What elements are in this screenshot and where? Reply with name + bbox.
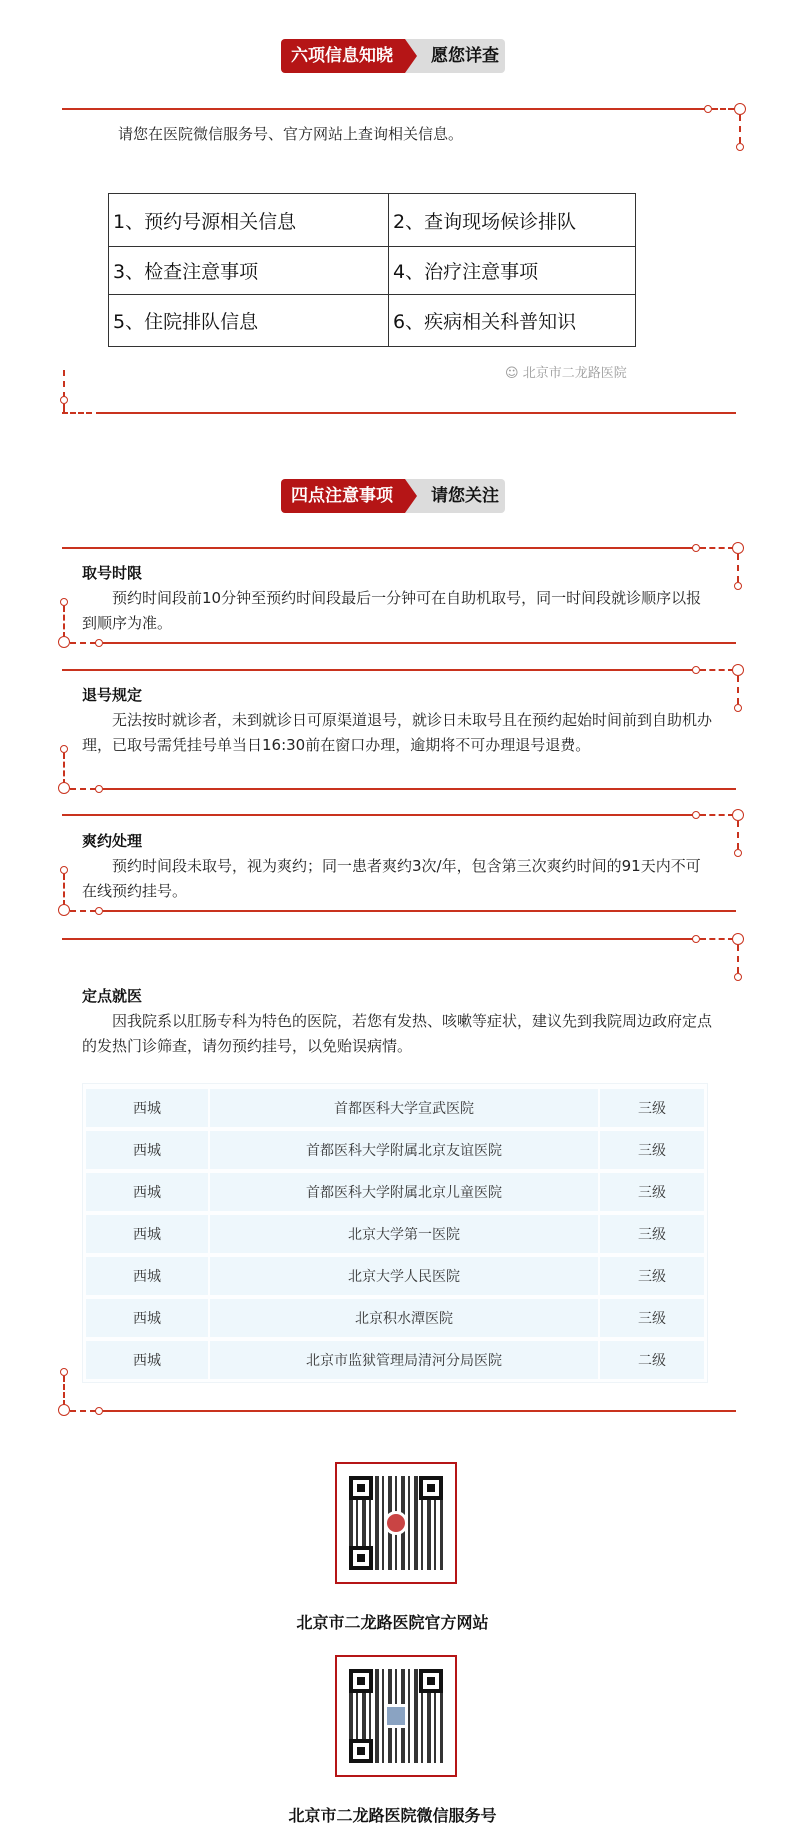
deco-circle bbox=[736, 143, 744, 151]
divider-line bbox=[103, 1410, 736, 1412]
cell-level: 三级 bbox=[600, 1299, 704, 1337]
cell-level: 三级 bbox=[600, 1173, 704, 1211]
section-badge-four-notes bbox=[281, 479, 505, 513]
table-row bbox=[109, 295, 636, 347]
cell-hospital: 首都医科大学宣武医院 bbox=[210, 1089, 598, 1127]
divider-line bbox=[96, 412, 736, 414]
watermark: ☺ 北京市二龙路医院 bbox=[505, 366, 627, 381]
cell-level: 三级 bbox=[600, 1089, 704, 1127]
deco-circle bbox=[692, 666, 700, 674]
divider-line bbox=[62, 108, 706, 110]
deco-circle bbox=[732, 933, 744, 945]
deco-circle bbox=[692, 811, 700, 819]
table-row bbox=[86, 1089, 704, 1127]
table-cell: 3、检查注意事项 bbox=[109, 247, 389, 295]
intro-text: 请您在医院微信服务号、官方网站上查询相关信息。 bbox=[118, 125, 464, 143]
deco-dash bbox=[700, 669, 734, 671]
qr-finder bbox=[349, 1739, 373, 1763]
deco-circle bbox=[58, 1404, 70, 1416]
deco-circle bbox=[734, 582, 742, 590]
deco-dash bbox=[737, 676, 739, 704]
deco-dash bbox=[63, 1376, 65, 1406]
deco-dash bbox=[737, 821, 739, 849]
cell-level: 三级 bbox=[600, 1215, 704, 1253]
table-cell: 2、查询现场候诊排队 bbox=[389, 194, 636, 247]
deco-dash bbox=[70, 910, 96, 912]
deco-dash bbox=[737, 945, 739, 973]
cell-district: 西城 bbox=[86, 1257, 208, 1295]
table-row bbox=[109, 194, 636, 247]
cell-district: 西城 bbox=[86, 1341, 208, 1379]
deco-circle bbox=[58, 904, 70, 916]
badge-sub-label: 请您关注 bbox=[405, 479, 505, 513]
info-table bbox=[108, 193, 636, 347]
deco-circle bbox=[58, 636, 70, 648]
divider-line bbox=[103, 910, 736, 912]
qr-label-wechat: 北京市二龙路医院微信服务号 bbox=[288, 1806, 497, 1825]
table-row bbox=[109, 247, 636, 295]
cell-level: 三级 bbox=[600, 1131, 704, 1169]
cell-level: 二级 bbox=[600, 1341, 704, 1379]
section-badge-six-items bbox=[281, 39, 505, 73]
table-row bbox=[86, 1257, 704, 1295]
divider-line bbox=[62, 547, 694, 549]
deco-circle bbox=[58, 782, 70, 794]
deco-circle bbox=[95, 1407, 103, 1415]
deco-dash bbox=[63, 753, 65, 785]
cell-district: 西城 bbox=[86, 1131, 208, 1169]
table-row bbox=[86, 1341, 704, 1379]
note-title-designated: 定点就医 bbox=[82, 987, 143, 1005]
hospital-logo-icon bbox=[384, 1511, 408, 1535]
cell-district: 西城 bbox=[86, 1299, 208, 1337]
divider-line bbox=[62, 669, 694, 671]
deco-circle bbox=[60, 598, 68, 606]
cell-hospital: 北京积水潭医院 bbox=[210, 1299, 598, 1337]
cell-hospital: 北京大学第一医院 bbox=[210, 1215, 598, 1253]
qr-finder bbox=[349, 1546, 373, 1570]
deco-circle bbox=[95, 907, 103, 915]
table-cell: 5、住院排队信息 bbox=[109, 295, 389, 347]
qr-label-website: 北京市二龙路医院官方网站 bbox=[296, 1613, 489, 1632]
cell-hospital: 首都医科大学附属北京儿童医院 bbox=[210, 1173, 598, 1211]
note-body-refund: 无法按时就诊者，未到就诊日可原渠道退号，就诊日未取号且在预约起始时间前到自助机办理，已取号需凭挂号单当日16:30前在窗口办理，逾期将不可办理退号退费。 bbox=[82, 711, 713, 754]
cell-district: 西城 bbox=[86, 1215, 208, 1253]
cell-district: 西城 bbox=[86, 1173, 208, 1211]
deco-circle bbox=[732, 809, 744, 821]
note-body-designated: 因我院系以肛肠专科为特色的医院，若您有发热、咳嗽等症状，建议先到我院周边政府定点的发热门诊筛查，请勿预约挂号，以免贻误病情。 bbox=[82, 1012, 713, 1055]
badge-main-label: 四点注意事项 bbox=[281, 479, 405, 513]
deco-dash bbox=[70, 788, 96, 790]
deco-circle bbox=[60, 866, 68, 874]
qr-finder bbox=[419, 1476, 443, 1500]
deco-circle bbox=[60, 745, 68, 753]
deco-dash bbox=[700, 938, 734, 940]
deco-dash bbox=[62, 412, 92, 414]
deco-circle bbox=[734, 973, 742, 981]
table-row bbox=[86, 1299, 704, 1337]
deco-dash bbox=[63, 606, 65, 638]
deco-dash bbox=[737, 554, 739, 582]
deco-circle bbox=[95, 785, 103, 793]
deco-dash bbox=[70, 1410, 96, 1412]
qr-finder bbox=[349, 1476, 373, 1500]
table-cell: 6、疾病相关科普知识 bbox=[389, 295, 636, 347]
building-image-icon bbox=[384, 1704, 408, 1728]
deco-dash bbox=[700, 814, 734, 816]
note-title-pickup: 取号时限 bbox=[82, 564, 143, 582]
divider-line bbox=[62, 938, 694, 940]
cell-level: 三级 bbox=[600, 1257, 704, 1295]
divider-line bbox=[103, 642, 736, 644]
deco-circle bbox=[60, 396, 68, 404]
deco-circle bbox=[732, 542, 744, 554]
hospital-table bbox=[84, 1085, 706, 1383]
cell-district: 西城 bbox=[86, 1089, 208, 1127]
qr-code-website[interactable] bbox=[335, 1462, 457, 1584]
table-row bbox=[86, 1215, 704, 1253]
cell-hospital: 北京大学人民医院 bbox=[210, 1257, 598, 1295]
badge-main-label: 六项信息知晓 bbox=[281, 39, 405, 73]
qr-finder bbox=[349, 1669, 373, 1693]
divider-line bbox=[103, 788, 736, 790]
table-cell: 4、治疗注意事项 bbox=[389, 247, 636, 295]
deco-circle bbox=[692, 935, 700, 943]
deco-circle bbox=[734, 103, 746, 115]
badge-sub-label: 愿您详查 bbox=[405, 39, 505, 73]
qr-finder bbox=[419, 1669, 443, 1693]
deco-circle bbox=[704, 105, 712, 113]
deco-circle bbox=[732, 664, 744, 676]
divider-line bbox=[62, 814, 694, 816]
table-row bbox=[86, 1131, 704, 1169]
note-body-no-show: 预约时间段未取号，视为爽约；同一患者爽约3次/年，包含第三次爽约时间的91天内不可在线预约挂号。 bbox=[82, 857, 701, 900]
deco-circle bbox=[734, 849, 742, 857]
deco-dash bbox=[712, 108, 734, 110]
note-title-no-show: 爽约处理 bbox=[82, 832, 143, 850]
note-title-refund: 退号规定 bbox=[82, 686, 143, 704]
wechat-icon: ☺ bbox=[505, 366, 523, 381]
note-body-pickup: 预约时间段前10分钟至预约时间段最后一分钟可在自助机取号，同一时间段就诊顺序以报到顺序为准。 bbox=[82, 589, 702, 632]
deco-dash bbox=[63, 874, 65, 906]
table-cell: 1、预约号源相关信息 bbox=[109, 194, 389, 247]
deco-circle bbox=[734, 704, 742, 712]
deco-dash bbox=[70, 642, 96, 644]
cell-hospital: 首都医科大学附属北京友谊医院 bbox=[210, 1131, 598, 1169]
deco-dash bbox=[739, 115, 741, 143]
table-row bbox=[86, 1173, 704, 1211]
deco-dash bbox=[700, 547, 734, 549]
deco-circle bbox=[60, 1368, 68, 1376]
deco-circle bbox=[95, 639, 103, 647]
qr-code-wechat[interactable] bbox=[335, 1655, 457, 1777]
deco-dash bbox=[63, 370, 65, 398]
deco-circle bbox=[692, 544, 700, 552]
cell-hospital: 北京市监狱管理局清河分局医院 bbox=[210, 1341, 598, 1379]
